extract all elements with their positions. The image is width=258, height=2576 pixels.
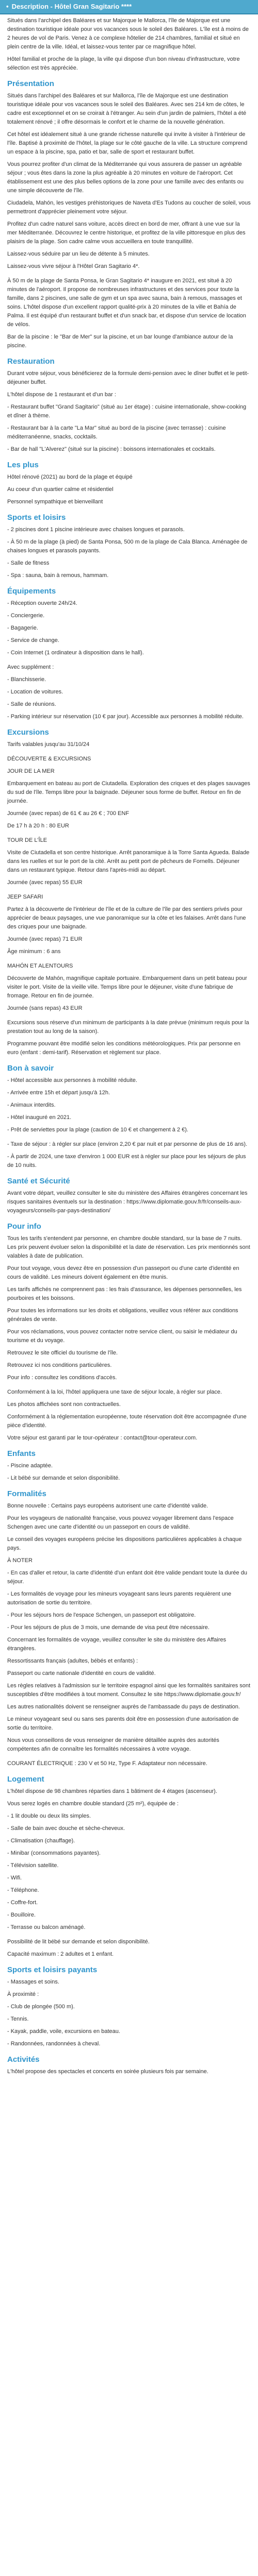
section-heading: Présentation	[7, 79, 54, 88]
section-paragraph: - Pour les séjours de plus de 3 mois, une demande de visa peut être nécessaire.	[7, 1624, 209, 1631]
section-heading: Restauration	[7, 357, 55, 366]
section	[7, 1222, 251, 1382]
section-paragraph: - Salle de réunions.	[7, 701, 56, 707]
section	[7, 891, 251, 956]
section-paragraph: - Salle de fitness	[7, 560, 50, 566]
section-paragraph: - Coffre-fort.	[7, 1900, 38, 1906]
section-paragraph: Pour toutes les informations sur les droits et obligations, veuillez vous référer aux conditions générales de vente.	[7, 1308, 238, 1323]
section-paragraph: Personnel sympathique et bienveillant	[7, 499, 103, 505]
section	[7, 753, 251, 831]
section-paragraph: Possibilité de lit bébé sur demande et selon disponibilité.	[7, 1939, 150, 1945]
section-paragraph: Le conseil des voyages européens précise les dispositions particulières applicables à chaque pays.	[7, 1536, 242, 1551]
section-paragraph: - Location de voitures.	[7, 689, 63, 695]
section-paragraph: - Restaurant buffet "Grand Sagitario" (situé au 1er étage) : cuisine internationale, show-cooking et dîner à thème.	[7, 404, 247, 419]
section-heading: Santé et Sécurité	[7, 1177, 70, 1185]
section-paragraph: Embarquement en bateau au port de Ciutadella. Exploration des criques et des plages sauvages du sud de l'île. Temps libre pour la baignade. Déjeuner sous forme de buffet. Retour en fin de journée.	[7, 781, 250, 804]
section-paragraph: Ressortissants français (adultes, bébés et enfants) :	[7, 1658, 138, 1664]
section	[7, 1449, 251, 1483]
section-paragraph: COURANT ÉLECTRIQUE : 230 V et 50 Hz, Type F. Adaptateur non nécessaire.	[7, 1760, 207, 1767]
section-paragraph: - Blanchisserie.	[7, 676, 46, 683]
section-paragraph: - Club de plongée (500 m).	[7, 2004, 75, 2010]
section-paragraph: - Réception ouverte 24h/24.	[7, 600, 77, 606]
section-paragraph: Profitez d'un cadre naturel sans voiture, accès direct en bord de mer, offrant à une vue sur la mer Méditerranée. Découvrez le centre historique, et profitez de la ville pittoresque en plus des plaisirs de la plage. Son cadre calme vous accueillera en toute tranquillité.	[7, 221, 246, 245]
section-paragraph: - Service de change.	[7, 637, 59, 643]
section-paragraph: - Prêt de serviettes pour la plage (caution de 10 € et changement à 2 €).	[7, 1127, 188, 1133]
section-paragraph: - Randonnées, randonnées à cheval.	[7, 2041, 101, 2047]
section-paragraph: - Parking intérieur sur réservation (10 € par jour). Accessible aux personnes à mobilité réduite.	[7, 714, 244, 720]
section	[7, 834, 251, 887]
section-heading: Excursions	[7, 728, 49, 737]
section-paragraph: Vous serez logés en chambre double standard (25 m²), équipée de :	[7, 1801, 179, 1807]
section	[7, 513, 251, 580]
section-paragraph: - Massages et soins.	[7, 1979, 59, 1985]
section-paragraph: - Terrasse ou balcon aménagé.	[7, 1924, 86, 1930]
section	[7, 960, 251, 1013]
section-paragraph: Pour info : consultez les conditions d'accès.	[7, 1375, 117, 1381]
section-paragraph: - Piscine adaptée.	[7, 1463, 53, 1469]
section-paragraph: Votre séjour est garanti par le tour-opérateur : contact@tour-operateur.com.	[7, 1435, 198, 1441]
section-paragraph: - Salle de bain avec douche et sèche-cheveux.	[7, 1825, 125, 1832]
intro-paragraph: Hôtel familial et proche de la plage, la ville qui dispose d'un bon niveau d'infrastructure, votre sélection est très appréciée.	[7, 56, 240, 71]
section-paragraph: Partez à la découverte de l'intérieur de l'île et de la culture de l'île par des sentiers privés pour apprécier de beaux paysages, une vue panoramique sur la côte et les falaises. Arrêt dans l'une des criques pour une baignade.	[7, 906, 246, 930]
section-paragraph: Bar de la piscine : le "Bar de Mer" sur la piscine, et un bar lounge d'ambiance autour de la piscine.	[7, 334, 233, 349]
section-paragraph: - À partir de 2024, une taxe d'environ 1 000 EUR est à régler sur place pour les séjours de plus de 10 nuits.	[7, 1154, 246, 1168]
section-paragraph: Le mineur voyageant seul ou sans ses parents doit être en possession d'une autorisation de sortie du territoire.	[7, 1716, 239, 1731]
section-heading: Logement	[7, 1775, 44, 1784]
section	[7, 460, 251, 506]
section-paragraph: - Téléphone.	[7, 1887, 39, 1893]
section-paragraph: - Minibar (consommations payantes).	[7, 1850, 101, 1856]
section-paragraph: - Hôtel inauguré en 2021.	[7, 1114, 72, 1121]
section-paragraph: DÉCOUVERTE & EXCURSIONS	[7, 756, 91, 762]
section-paragraph: Journée (avec repas) 71 EUR	[7, 936, 83, 942]
intro-paragraph: Situés dans l'archipel des Baléares et sur Majorque le Mallorca, l'île de Majorque est une destination touristique idéale pour vos vacances sous le soleil des Baléares. L'île est à moins de 2 heures de vol de Paris. Venez à ce complexe hôtelier de 214 chambres, familial et situé en plein centre de la ville. Idéal, et laissez-vous tenter par ce magnifique hôtel.	[7, 18, 249, 50]
section-paragraph: - Bouilloire.	[7, 1912, 36, 1918]
header-bar	[0, 0, 258, 14]
section-paragraph: Nous vous conseillons de vous renseigner de manière détaillée auprès des autorités compétentes afin de connaître les formalités nécessaires à votre voyage.	[7, 1737, 219, 1752]
section-paragraph: - Conciergerie.	[7, 613, 45, 619]
intro	[7, 16, 251, 73]
section-paragraph: L'hôtel dispose de 1 restaurant et d'un bar :	[7, 392, 116, 398]
section	[7, 1936, 251, 1959]
section-paragraph: Les autres nationalités doivent se renseigner auprès de l'ambassade du pays de destination.	[7, 1704, 240, 1710]
section-heading: Enfants	[7, 1449, 36, 1458]
section	[7, 727, 251, 749]
section-paragraph: - Spa : sauna, bain à remous, hammam.	[7, 572, 109, 579]
section-paragraph: Bonne nouvelle : Certains pays européens autorisent une carte d'identité valide.	[7, 1503, 208, 1509]
section-paragraph: À proximité :	[7, 1991, 39, 1997]
section	[7, 1016, 251, 1057]
section-paragraph: - En cas d'aller et retour, la carte d'identité d'un enfant doit être valide pendant toute la durée du séjour.	[7, 1570, 247, 1585]
section-paragraph: Retrouvez le site officiel du tourisme de l'île.	[7, 1350, 118, 1356]
section-paragraph: - Restaurant bar à la carte "La Mar" situé au bord de la piscine (avec terrasse) : cuisine méditerranéenne, snacks, cocktails.	[7, 425, 226, 440]
section-paragraph: Situés dans l'archipel des Baléares et sur Mallorca, l'île de Majorque est une destination touristique idéale pour vos vacances sous le soleil des Baléares. Avec ses 214 km de côtes, le cadre est exceptionnel et on se croirait à l'étranger. Au sein d'un jardin de palmiers, l'hôtel a été totalement rénové ; il offre désormais le confort et le charme de la nouvelle génération.	[7, 93, 247, 125]
section	[7, 1489, 251, 1754]
section-paragraph: Vous pourrez profiter d'un climat de la Méditerranée qui vous assurera de passer un agréable séjour ; vous êtes dans la zone la plus agréable à 20 minutes en voiture de l'aéroport. Cet établissement est une des plus belles options de la zone pour une famille avec des enfants ou une simple découverte de l'île.	[7, 161, 244, 194]
section-paragraph: Âge minimum : 6 ans	[7, 948, 61, 955]
section-paragraph: - Coin Internet (1 ordinateur à disposition dans le hall).	[7, 650, 144, 656]
section-paragraph: Durant votre séjour, vous bénéficierez de la formule demi-pension avec le dîner buffet et le petit-déjeuner buffet.	[7, 370, 249, 385]
section	[7, 1757, 251, 1768]
main-content	[0, 14, 258, 2076]
section-paragraph: À 50 m de la plage de Santa Ponsa, le Gran Sagitario 4* inaugure en 2021, est situé à 20 minutes de l'aéroport. Il propose de nombreuses infrastructures et des services pour toute la famille, dans 2 piscines, une salle de gym et un spa avec sauna, bain à remous, massages et soins. L'hôtel dispose d'un excellent rapport qualité-prix à 20 minutes de la ville et Bahía de Palma. Il est équipé d'un restaurant buffet et d'un snack bar, et dispose d'un service de location de vélos.	[7, 278, 246, 328]
section-paragraph: Excursions sous réserve d'un minimum de participants à la date prévue (minimum requis pour la prestation tout au long de la saison).	[7, 1020, 249, 1035]
section	[7, 1138, 251, 1170]
section-paragraph: Au coeur d'un quartier calme et résidentiel	[7, 486, 114, 493]
page-title: Description - Hôtel Gran Sagitario ****	[11, 3, 132, 10]
section-paragraph: Avant votre départ, veuillez consulter le site du ministère des Affaires étrangères concernant les risques sanitaires éventuels sur la destination : https://www.diplomatie.gouv.fr/fr/conseils-aux-voyageurs/conseils-par-pays-destination/	[7, 1190, 248, 1214]
section	[7, 661, 251, 721]
section-paragraph: JEEP SAFARI	[7, 894, 43, 900]
section-paragraph: - Animaux interdits.	[7, 1102, 56, 1108]
section-paragraph: - Taxe de séjour : à régler sur place (environ 2,20 € par nuit et par personne de plus de 16 ans).	[7, 1141, 248, 1147]
section-paragraph: Journée (avec repas) de 61 € au 26 € ; 700 ENF	[7, 810, 130, 817]
section-paragraph: - Pour les séjours hors de l'espace Schengen, un passeport est obligatoire.	[7, 1612, 196, 1618]
section	[7, 275, 251, 350]
section-paragraph: - Climatisation (chauffage).	[7, 1838, 75, 1844]
section	[7, 2055, 251, 2076]
section-paragraph: - Télévision satellite.	[7, 1862, 59, 1869]
section	[7, 1965, 251, 2048]
section-heading: Sports et loisirs payants	[7, 1965, 98, 1974]
section-paragraph: Avec supplément :	[7, 664, 54, 670]
section-paragraph: Conformément à la loi, l'hôtel appliquera une taxe de séjour locale, à régler sur place.	[7, 1389, 222, 1395]
section	[7, 357, 251, 454]
section-paragraph: Pour tout voyage, vous devez être en possession d'un passeport ou d'une carte d'identité en cours de validité. Les mineurs doivent également en être munis.	[7, 1265, 239, 1280]
section-paragraph: JOUR DE LA MER	[7, 768, 55, 774]
section	[7, 1774, 251, 1932]
section-heading: Sports et loisirs	[7, 513, 66, 522]
section-paragraph: - Bagagerie.	[7, 625, 38, 631]
section	[7, 1386, 251, 1443]
section-paragraph: Visite de Ciutadella et son centre historique. Arrêt panoramique à la Torre Santa Agueda. Balade dans les ruelles et sur le port de la cité. Arrêt au petit port de pêcheurs de Fornells. Déjeuner dans un restaurant typique. Retour dans l'après-midi au départ.	[7, 850, 250, 873]
section-paragraph: - Hôtel accessible aux personnes à mobilité réduite.	[7, 1077, 137, 1083]
section-paragraph: Pour les voyageurs de nationalité française, vous pouvez voyager librement dans l'espace Schengen avec une carte d'identité ou un passeport en cours de validité.	[7, 1515, 234, 1530]
section-paragraph: Les tarifs affichés ne comprennent pas : les frais d'assurance, les dépenses personnelles, les pourboires et les boissons.	[7, 1286, 242, 1301]
section-heading: Équipements	[7, 587, 56, 596]
section-paragraph: L'hôtel propose des spectacles et concerts en soirée plusieurs fois par semaine.	[7, 2069, 208, 2075]
section-paragraph: À NOTER	[7, 1557, 33, 1564]
section-heading: Les plus	[7, 461, 39, 469]
section-paragraph: Passeport ou carte nationale d'identité en cours de validité.	[7, 1670, 156, 1676]
section-paragraph: Concernant les formalités de voyage, veuillez consulter le site du ministère des Affaires étrangères.	[7, 1637, 227, 1652]
section-heading: Formalités	[7, 1489, 46, 1498]
section-paragraph: Tarifs valables jusqu'au 31/10/24	[7, 741, 90, 748]
section-paragraph: TOUR DE L'ÎLE	[7, 837, 47, 843]
section	[7, 586, 251, 657]
section-heading: Bon à savoir	[7, 1064, 54, 1073]
section	[7, 79, 251, 271]
section-paragraph: Retrouvez ici nos conditions particulières.	[7, 1362, 112, 1368]
section-paragraph: - Les formalités de voyage pour les mineurs voyageant sans leurs parents requièrent une autorisation de sortie du territoire.	[7, 1591, 232, 1606]
section-paragraph: Ciudadela, Mahón, les vestiges préhistoriques de Naveta d'Es Tudons au coucher de soleil, vous permettront d'apprécier pleinement votre séjour.	[7, 200, 251, 215]
section-paragraph: L'hôtel dispose de 98 chambres réparties dans 1 bâtiment de 4 étages (ascenseur).	[7, 1788, 217, 1794]
section-heading: Activités	[7, 2055, 40, 2064]
section-paragraph: Découverte de Mahón, magnifique capitale portuaire. Embarquement dans un petit bateau pour visiter le port. Visite de la vieille ville. Temps libre pour le déjeuner, visite d'une fabrique de fromage. Retour en fin de journée.	[7, 975, 247, 999]
section-paragraph: - À 50 m de la plage (à pied) de Santa Ponsa, 500 m de la plage de Cala Blanca. Aménagée de chaises longues et parasols payants.	[7, 539, 248, 554]
section-paragraph: Programme pouvant être modifié selon les conditions météorologiques. Prix par personne en euro (enfant : demi-tarif). Réservation et règlement sur place.	[7, 1041, 240, 1056]
section-paragraph: - Kayak, paddle, voile, excursions en bateau.	[7, 2028, 120, 2035]
section-paragraph: Laissez-vous séduire par un lieu de détente à 5 minutes.	[7, 251, 150, 257]
section-paragraph: Journée (avec repas) 55 EUR	[7, 879, 83, 886]
section-paragraph: MAHÓN ET ALENTOURS	[7, 963, 73, 969]
section-paragraph: Les photos affichées sont non contractuelles.	[7, 1401, 121, 1408]
section-paragraph: - 2 piscines dont 1 piscine intérieure avec chaises longues et parasols.	[7, 527, 185, 533]
section-paragraph: De 17 h à 20 h : 80 EUR	[7, 823, 69, 829]
section-paragraph: Capacité maximum : 2 adultes et 1 enfant.	[7, 1951, 114, 1957]
section-heading: Pour info	[7, 1222, 41, 1231]
section-paragraph: Les règles relatives à l'admission sur le territoire espagnol ainsi que les formalités sanitaires sont susceptibles d'être modifiées à tout moment. Consultez le site https://www.diplomatie.gouv.fr/	[7, 1683, 251, 1698]
section-paragraph: Laissez-vous vivre séjour à l'Hôtel Gran Sagitario 4*.	[7, 263, 140, 269]
section-paragraph: Cet hôtel est idéalement situé à une grande richesse naturelle qui invite à visiter à l'intérieur de l'île. Baptisé à proximité de l'hôtel, la plage sur le côté gauche de la ville. La structure comprend un espace à la piscine, spa, patio et bar, salle de sport et restaurant buffet.	[7, 131, 248, 155]
section-paragraph: Hôtel rénové (2021) au bord de la plage et équipé	[7, 474, 133, 480]
section-paragraph: - Arrivée entre 15h et départ jusqu'à 12h.	[7, 1090, 110, 1096]
section-paragraph: Pour vos réclamations, vous pouvez contacter notre service client, ou saisir le médiateur du tourisme et du voyage.	[7, 1329, 237, 1344]
section-paragraph: - Lit bébé sur demande et selon disponibilité.	[7, 1475, 120, 1481]
bullet-icon: •	[6, 3, 9, 10]
section-paragraph: - 1 lit double ou deux lits simples.	[7, 1813, 91, 1819]
section-paragraph: Journée (sans repas) 43 EUR	[7, 1005, 83, 1011]
section-paragraph: - Tennis.	[7, 2016, 29, 2022]
section-paragraph: Tous les tarifs s'entendent par personne, en chambre double standard, sur la base de 7 nuits. Les prix peuvent évoluer selon la disponibilité et la date de réservation. Les prix mentionnés sont valables à date de publication.	[7, 1235, 250, 1259]
section-paragraph: Conformément à la réglementation européenne, toute réservation doit être accompagnée d'une pièce d'identité.	[7, 1414, 247, 1429]
sections	[7, 79, 251, 2076]
section	[7, 1063, 251, 1134]
section-paragraph: - Wifi.	[7, 1875, 22, 1881]
section-paragraph: - Bar de hall "L'Alverez" (situé sur la piscine) : boissons internationales et cocktails.	[7, 446, 216, 452]
section	[7, 1176, 251, 1215]
